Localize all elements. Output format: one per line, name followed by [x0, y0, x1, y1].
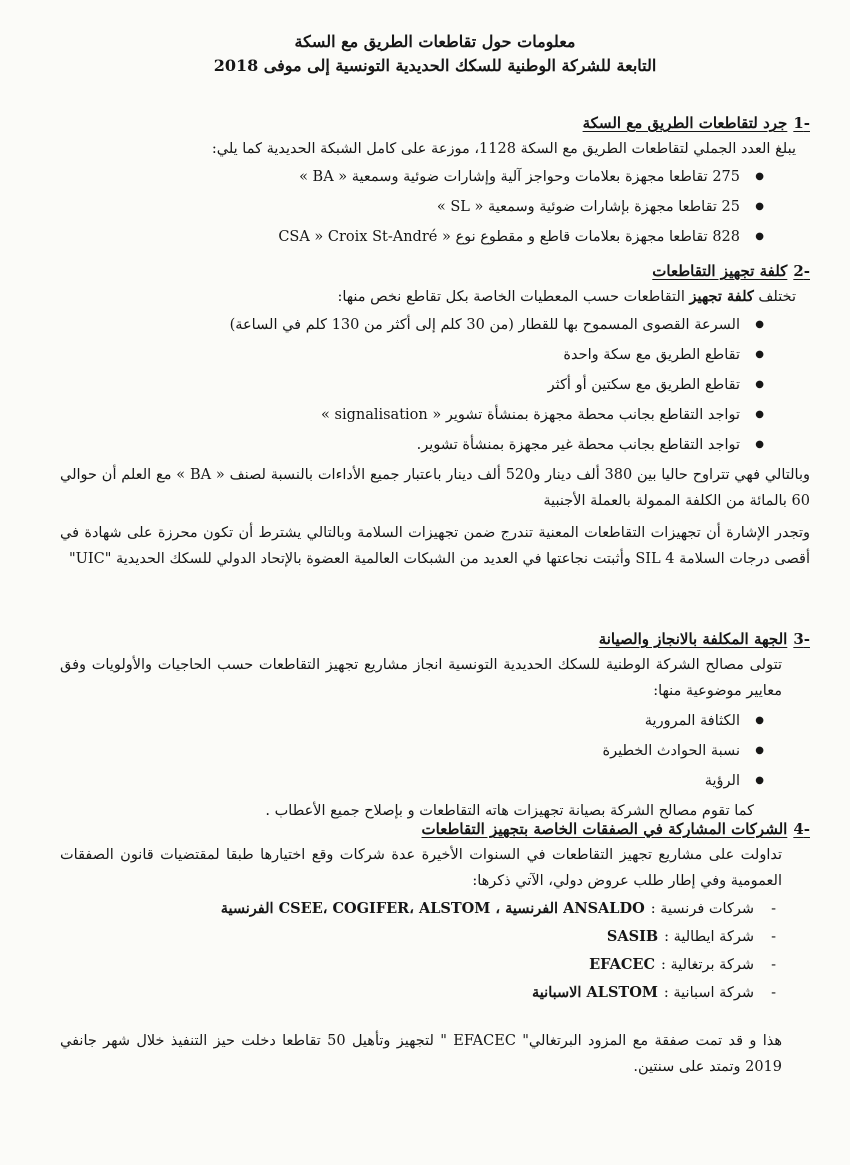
list-item: ● تواجد التقاطع بجانب محطة مجهزة بمنشأة تشوير « signalisation »	[60, 402, 740, 428]
company-names: SASIB	[606, 928, 659, 945]
section-2-bullets	[60, 312, 810, 458]
document-page	[60, 30, 810, 1150]
section-3-bullets	[60, 708, 810, 794]
list-item: ● تواجد التقاطع بجانب محطة غير مجهزة بمنشأة تشوير.	[60, 432, 740, 458]
section-3-closing: كما تقوم مصالح الشركة بصيانة تجهيزات هاته التقاطعات و بإصلاح جميع الأعطاب .	[265, 803, 754, 819]
company-item	[60, 924, 754, 950]
section-2-intro	[60, 284, 810, 310]
title-line-2: التابعة للشركة الوطنية للسكك الحديدية التونسية إلى موفى 2018	[213, 56, 657, 75]
section-4-heading	[60, 816, 810, 842]
section-2-intro-bold: كلفة تجهيز	[689, 288, 754, 305]
section-2	[60, 258, 810, 572]
section-1-heading	[60, 110, 810, 136]
section-3-number: -3	[793, 630, 810, 648]
company-label: شركات فرنسية :	[650, 901, 754, 917]
section-4-companies	[60, 896, 810, 1006]
list-item: ● تقاطع الطريق مع سكة واحدة	[60, 342, 740, 368]
list-item: ● الكثافة المرورية	[60, 708, 740, 734]
company-label: شركة ايطالية :	[664, 929, 754, 945]
list-item: ● 25 تقاطعا مجهزة بإشارات ضوئية وسمعية « SL »	[60, 194, 740, 220]
section-1-number: -1	[793, 114, 810, 132]
section-4-intro: تداولت على مشاريع تجهيز التقاطعات في السنوات الأخيرة عدة شركات وقع اختيارها طبقا لمقتضيات قانون الصفقات العمومية وفي إطار طلب عروض دولي، الآتي ذكرها:	[60, 847, 782, 889]
list-item: ● نسبة الحوادث الخطيرة	[60, 738, 740, 764]
list-item: ● 828 تقاطعا مجهزة بعلامات قاطع و مقطوع نوع « CSA » Croix St-André	[60, 224, 740, 250]
company-label: شركة اسبانية :	[663, 985, 754, 1001]
list-item: ● 275 تقاطعا مجهزة بعلامات وحواجز آلية وإشارات ضوئية وسمعية « BA »	[60, 164, 740, 190]
title-line-1: معلومات حول تقاطعات الطريق مع السكة	[294, 32, 576, 51]
company-label: شركة برتغالية :	[661, 957, 754, 973]
company-names: ANSALDO الفرنسية ، CSEE، COGIFER، ALSTOM الفرنسية	[220, 900, 645, 917]
list-item: ● تقاطع الطريق مع سكتين أو أكثر	[60, 372, 740, 398]
section-4-title: الشركات المشاركة في الصفقات الخاصة بتجهيز التقاطعات	[421, 820, 788, 838]
section-1-title: جرد لتقاطعات الطريق مع السكة	[582, 114, 788, 132]
section-2-paragraph-1: وبالتالي فهي تتراوح حاليا بين 380 ألف دينار و520 ألف دينار باعتبار جميع الأداءات بالنسبة لصنف « BA » مع العلم أن حوالي 60 بالمائة من الكلفة الممولة بالعملة الأجنبية	[60, 467, 810, 509]
section-1	[60, 110, 810, 254]
section-2-title: كلفة تجهيز التقاطعات	[652, 262, 788, 280]
section-2-heading	[60, 258, 810, 284]
section-2-number: -2	[793, 262, 810, 280]
section-2-intro-end: التقاطعات حسب المعطيات الخاصة بكل تقاطع نخص منها:	[337, 289, 690, 305]
section-1-intro: يبلغ العدد الجملي لتقاطعات الطريق مع السكة 1128، موزعة على كامل الشبكة الحديدية كما يلي:	[211, 141, 796, 157]
section-3	[60, 626, 810, 824]
section-3-heading	[60, 626, 810, 652]
section-4-number: -4	[793, 820, 810, 838]
section-2-paragraph-2: وتجدر الإشارة أن تجهيزات التقاطعات المعنية تندرج ضمن تجهيزات السلامة وبالتالي يشترط أن تكون محرزة على شهادة في أقصى درجات السلامة SIL 4 وأثبتت نجاعتها في العديد من الشبكات العالمية العضوة بالإتحاد الدولي للسكك الحديدية "UIC"	[60, 525, 810, 567]
section-3-title: الجهة المكلفة بالانجاز والصيانة	[598, 630, 788, 648]
company-item	[60, 896, 754, 922]
company-item	[60, 952, 754, 978]
list-item: ● السرعة القصوى المسموح بها للقطار (من 30 كلم إلى أكثر من 130 كلم في الساعة)	[60, 312, 740, 338]
section-1-bullets	[60, 164, 810, 250]
company-names: EFACEC	[589, 956, 656, 973]
section-2-intro-start: تختلف	[753, 289, 796, 305]
section-4-closing: هذا و قد تمت صفقة مع المزود البرتغالي" EFACEC " لتجهيز وتأهيل 50 تقاطعا دخلت حيز التنفيذ خلال شهر جانفي 2019 وتمتد على سنتين.	[60, 1033, 782, 1075]
section-3-intro: تتولى مصالح الشركة الوطنية للسكك الحديدية التونسية انجاز مشاريع تجهيز التقاطعات حسب الحاجيات والأولويات وفق معايير موضوعية منها:	[60, 657, 782, 699]
document-title	[60, 30, 810, 78]
section-4	[60, 816, 810, 1080]
company-names: ALSTOM الاسبانية	[532, 984, 658, 1001]
company-item	[60, 980, 754, 1006]
list-item: ● الرؤية	[60, 768, 740, 794]
